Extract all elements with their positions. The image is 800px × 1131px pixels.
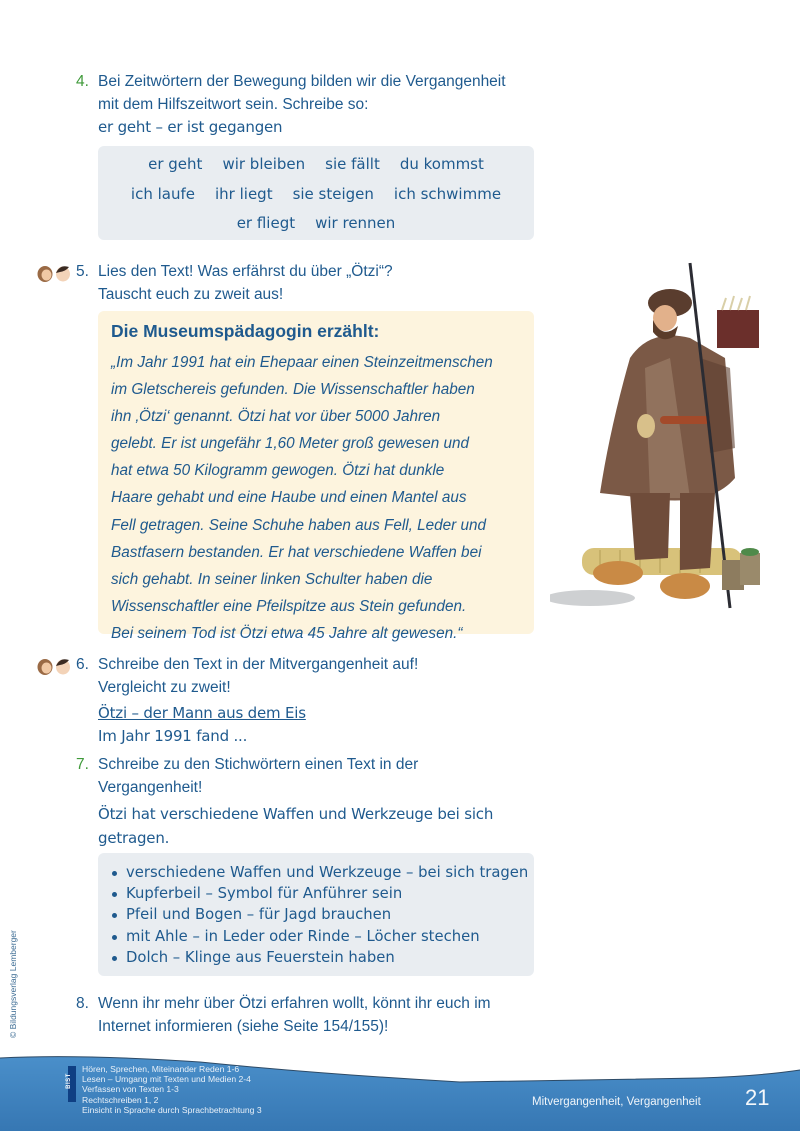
keyword-item: Dolch – Klinge aus Feuerstein haben	[108, 947, 534, 968]
story-line: Bei seinem Tod ist Ötzi etwa 45 Jahre alt gewesen.“	[111, 624, 463, 642]
standard-item: Verfassen von Texten 1-3	[82, 1084, 179, 1095]
story-line: „Im Jahr 1991 hat ein Ehepaar einen Steinzeitmenschen	[111, 354, 493, 371]
task-number: 8.	[76, 995, 89, 1012]
chapter-title: Mitvergangenheit, Vergangenheit	[532, 1096, 701, 1108]
keyword-item: mit Ahle – in Leder oder Rinde – Löcher stechen	[108, 926, 534, 947]
verb-word: er fliegt	[236, 214, 296, 232]
museum-story-box	[98, 311, 534, 642]
story-line: Haare gehabt und eine Haube und einen Mantel aus	[111, 489, 467, 507]
instruction-line: Vergangenheit!	[98, 779, 203, 796]
word-row	[98, 180, 534, 210]
standard-item: Lesen – Umgang mit Texten und Medien 2-4	[82, 1074, 251, 1085]
instruction-line: Lies den Text! Was erfährst du über „Ötzi“?	[98, 263, 393, 280]
keyword-item: Kupferbeil – Symbol für Anführer sein	[108, 883, 534, 904]
instruction-line: Vergleicht zu zweit!	[98, 679, 231, 696]
verb-word: ich schwimme	[393, 184, 502, 203]
task-instruction	[98, 70, 506, 139]
verb-word: ich laufe	[130, 184, 195, 203]
keyword-item: Pfeil und Bogen – für Jagd brauchen	[108, 904, 534, 925]
word-row	[98, 150, 534, 180]
keyword-box	[98, 853, 534, 976]
example-title: Ötzi – der Mann aus dem Eis	[98, 704, 306, 722]
story-line: sich gehabt. In seiner linken Schulter haben die	[111, 570, 433, 588]
task-instruction	[98, 753, 493, 850]
educational-standards	[82, 1064, 262, 1115]
verb-word: wir bleiben	[222, 155, 306, 173]
story-text	[111, 349, 531, 647]
verb-word: sie fällt	[325, 155, 380, 173]
story-line: Wissenschaftler eine Pfeilspitze aus Stein gefunden.	[111, 597, 467, 615]
example-line: Im Jahr 1991 fand ...	[98, 727, 248, 745]
keyword-list	[98, 853, 534, 968]
instruction-line: Schreibe zu den Stichwörtern einen Text in der	[98, 756, 419, 773]
task-instruction	[98, 260, 393, 306]
instruction-line: mit dem Hilfszeitwort sein. Schreibe so:	[98, 96, 369, 113]
word-row	[98, 209, 534, 239]
copyright-notice: © Bildungsverlag Lemberger	[8, 930, 18, 1038]
story-line: gelebt. Er ist ungefähr 1,60 Meter groß gewesen und	[111, 435, 469, 453]
bist-label: BIST	[65, 1073, 72, 1089]
standard-item: Rechtschreiben 1, 2	[82, 1094, 159, 1105]
example-line: getragen.	[98, 829, 170, 847]
standard-item: Hören, Sprechen, Miteinander Reden 1-6	[82, 1064, 240, 1074]
verb-word: ihr liegt	[215, 184, 273, 203]
story-line: im Gletschereis gefunden. Die Wissenschaftler haben	[111, 381, 475, 399]
story-line: Bastfasern bestanden. Er hat verschiedene Waffen bei	[111, 543, 482, 561]
example-line: Ötzi hat verschiedene Waffen und Werkzeuge bei sich	[98, 805, 494, 823]
verb-word: du kommst	[399, 155, 484, 173]
instruction-line: Internet informieren (siehe Seite 154/155)!	[98, 1018, 389, 1035]
partner-work-icon	[36, 263, 76, 283]
verb-word: wir rennen	[315, 214, 396, 232]
task-instruction	[98, 653, 418, 748]
task-instruction	[98, 992, 491, 1038]
standard-item: Einsicht in Sprache durch Sprachbetrachtung 3	[82, 1104, 262, 1115]
task-number: 6.	[76, 656, 89, 673]
instruction-line: Bei Zeitwörtern der Bewegung bilden wir die Vergangenheit	[98, 73, 506, 90]
verb-word-box	[98, 146, 534, 240]
instruction-line: Tauscht euch zu zweit aus!	[98, 286, 284, 303]
story-title: Die Museumspädagogin erzählt:	[111, 321, 380, 341]
story-line: hat etwa 50 Kilogramm gewogen. Ötzi hat dunkle	[111, 462, 445, 480]
oetzi-illustration	[550, 248, 795, 618]
partner-work-icon	[36, 656, 76, 676]
instruction-line: Schreibe den Text in der Mitvergangenheit auf!	[98, 656, 419, 673]
instruction-line: Wenn ihr mehr über Ötzi erfahren wollt, könnt ihr euch im	[98, 995, 491, 1012]
task-number: 5.	[76, 263, 89, 280]
verb-word: er geht	[148, 155, 203, 173]
page-number: 21	[745, 1085, 770, 1110]
task-number: 7.	[76, 756, 89, 773]
keyword-item: verschiedene Waffen und Werkzeuge – bei sich tragen	[108, 862, 534, 883]
verb-word: sie steigen	[292, 184, 374, 203]
story-line: ihn ‚Ötzi‘ genannt. Ötzi hat vor über 5000 Jahren	[111, 408, 441, 426]
example-line: er geht – er ist gegangen	[98, 118, 283, 136]
story-line: Fell getragen. Seine Schuhe haben aus Fell, Leder und	[111, 516, 487, 534]
task-number: 4.	[76, 73, 89, 90]
bist-badge	[65, 1066, 76, 1102]
